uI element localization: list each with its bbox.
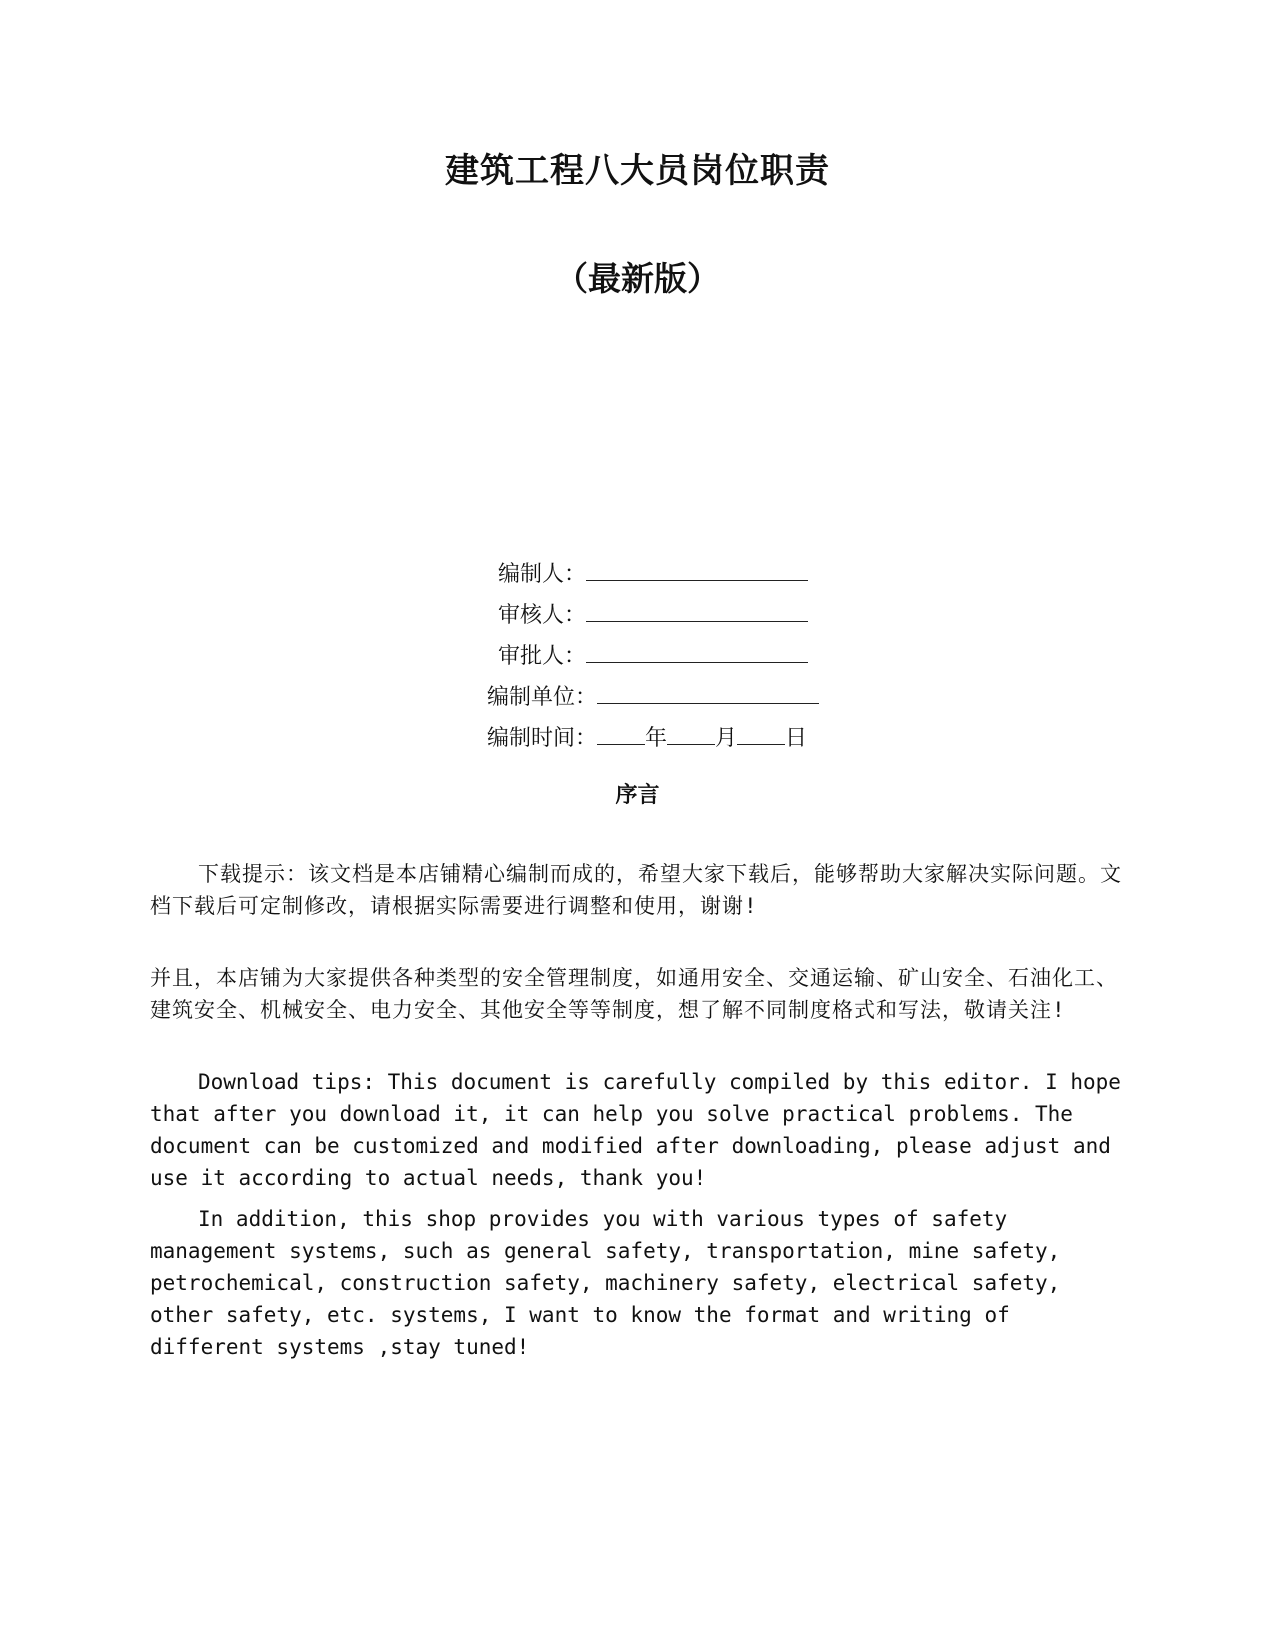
month-blank[interactable]	[667, 722, 715, 745]
approver-row	[470, 610, 808, 669]
preface-paragraph-2: 并且，本店铺为大家提供各种类型的安全管理制度，如通用安全、交通运输、矿山安全、石油化工、建筑安全、机械安全、电力安全、其他安全等等制度，想了解不同制度格式和写法，敬请关注!	[150, 966, 1118, 1022]
preface-paragraph-1: 下载提示：该文档是本店铺精心编制而成的，希望大家下载后，能够帮助大家解决实际问题。文档下载后可定制修改，请根据实际需要进行调整和使用，谢谢!	[150, 862, 1122, 918]
time-row	[459, 692, 808, 751]
month-label: 月	[715, 726, 738, 751]
compiler-row	[470, 528, 808, 587]
time-label: 编制时间：	[486, 726, 597, 751]
reviewer-label: 审核人：	[497, 603, 586, 628]
document-subtitle: （最新版）	[555, 259, 720, 298]
unit-label: 编制单位：	[486, 685, 597, 710]
year-label: 年	[645, 726, 668, 751]
preface-title: 序言	[615, 783, 660, 808]
day-blank[interactable]	[737, 722, 785, 745]
unit-row	[459, 651, 819, 710]
preface-paragraph-3: Download tips: This document is carefully compiled by this editor. I hope that after you download it, it can help you solve practical problems. The document can be customized and modified after downloading, please adjust and use it according to actual needs, thank you!	[150, 1070, 1121, 1190]
approver-label: 审批人：	[497, 644, 586, 669]
reviewer-row	[470, 569, 808, 628]
preface-paragraph-4: In addition, this shop provides you with various types of safety management systems, such as general safety, transportation, mine safety, petrochemical, construction safety, machinery safety, electrical safety, other safety, etc. systems, I want to know the format and writing of different systems ,stay tuned!	[150, 1207, 1061, 1359]
year-blank[interactable]	[597, 722, 645, 745]
compiler-label: 编制人：	[497, 562, 586, 587]
day-label: 日	[785, 726, 808, 751]
document-title: 建筑工程八大员岗位职责	[445, 151, 830, 191]
